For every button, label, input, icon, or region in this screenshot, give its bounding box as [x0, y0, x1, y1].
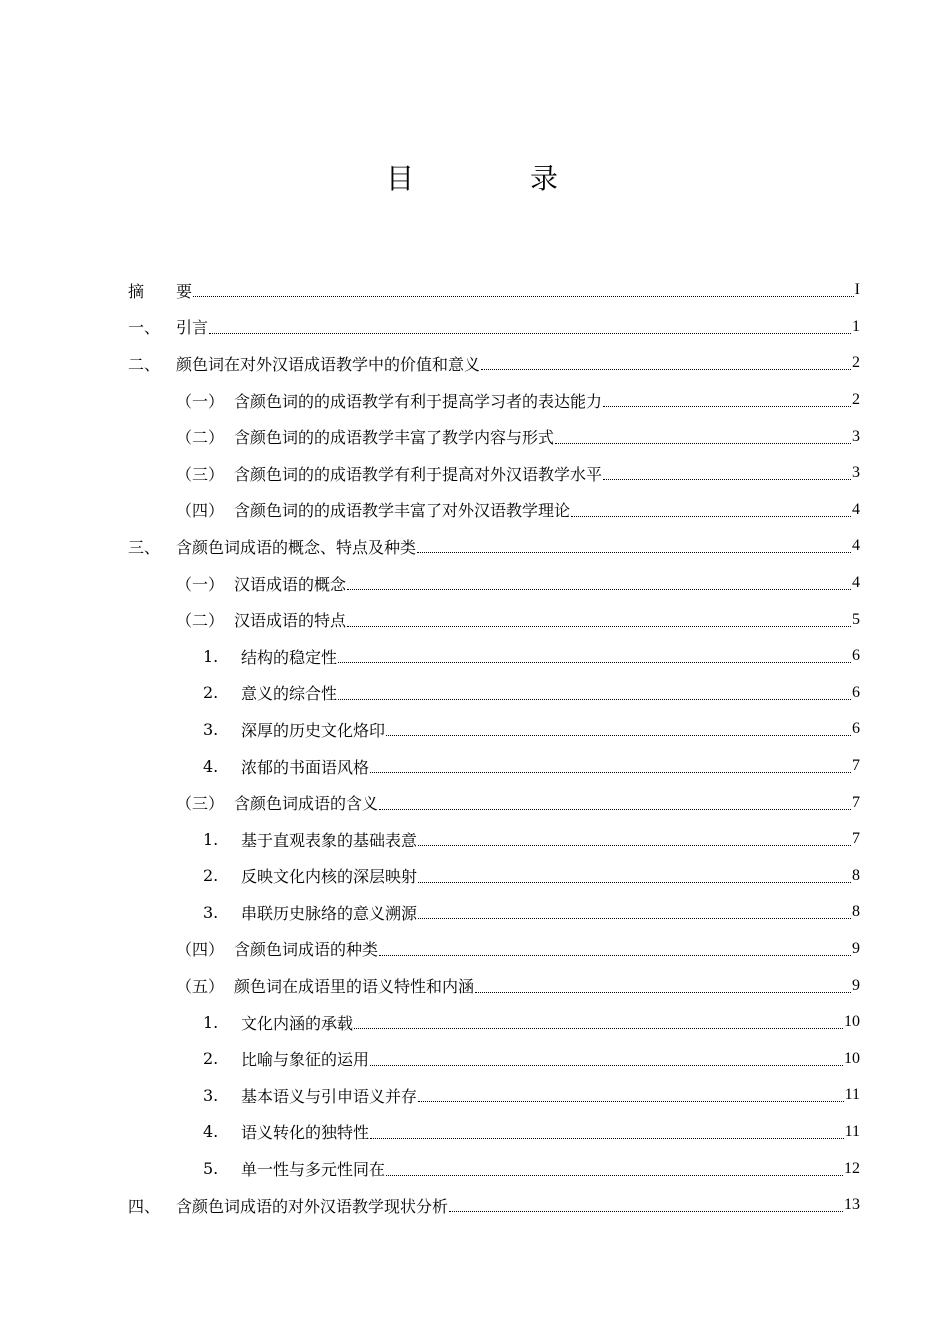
toc-entry-number: （二）	[176, 611, 225, 631]
toc-entry-page-number: 9	[852, 976, 860, 994]
toc-dot-leader	[193, 295, 854, 297]
toc-entry[interactable]	[0, 1004, 950, 1041]
toc-entry-page-number: I	[854, 281, 860, 299]
toc-entry[interactable]	[0, 858, 950, 895]
page-title: 目 录	[385, 162, 602, 195]
toc-entry-number: （一）	[176, 391, 225, 411]
toc-dot-leader	[386, 1174, 843, 1176]
toc-entry-label: 含颜色词的的成语教学有利于提高对外汉语教学水平	[234, 464, 603, 484]
toc-dot-leader	[418, 881, 851, 883]
toc-entry-label: 汉语成语的特点	[234, 611, 347, 631]
toc-dot-leader	[603, 405, 851, 407]
toc-dot-leader	[354, 1027, 843, 1029]
toc-dot-leader	[370, 771, 851, 773]
toc-entry-page-number: 13	[844, 1196, 860, 1214]
toc-entry[interactable]	[0, 492, 950, 529]
toc-entry-label: 含颜色词成语的含义	[234, 794, 379, 814]
toc-entry-label: 浓郁的书面语风格	[241, 757, 370, 777]
toc-entry-number: 三、	[128, 537, 161, 557]
toc-entry-label: 要	[176, 281, 193, 301]
toc-entry-number: 1.	[203, 1012, 219, 1032]
toc-entry-page-number: 8	[852, 903, 860, 921]
toc-entry[interactable]	[0, 565, 950, 602]
toc-entry-number: 2.	[203, 683, 219, 703]
toc-entry[interactable]	[0, 418, 950, 455]
toc-entry-label: 颜色词在对外汉语成语教学中的价值和意义	[176, 354, 481, 374]
toc-entry-label: 颜色词在成语里的语义特性和内涵	[234, 977, 475, 997]
toc-entry-page-number: 12	[844, 1159, 860, 1177]
toc-entry[interactable]	[0, 1150, 950, 1187]
toc-entry-page-number: 3	[852, 427, 860, 445]
toc-entry-page-number: 10	[844, 1013, 860, 1031]
toc-entry[interactable]	[0, 638, 950, 675]
toc-entry[interactable]	[0, 1077, 950, 1114]
toc-entry-number: 摘	[128, 281, 145, 301]
toc-entry-page-number: 5	[852, 610, 860, 628]
toc-entry-number: 二、	[128, 354, 161, 374]
toc-entry-page-number: 6	[852, 647, 860, 665]
toc-entry-label: 引言	[176, 318, 209, 338]
toc-entry-number: 5.	[203, 1159, 219, 1179]
toc-dot-leader	[418, 844, 851, 846]
toc-entry[interactable]	[0, 1114, 950, 1151]
toc-dot-leader	[386, 734, 851, 736]
toc-entry-label: 结构的稳定性	[241, 647, 338, 667]
toc-entry-page-number: 4	[852, 574, 860, 592]
toc-dot-leader	[603, 478, 851, 480]
toc-entry-number: 3.	[203, 719, 219, 739]
toc-entry-number: 2.	[203, 866, 219, 886]
toc-entry[interactable]	[0, 967, 950, 1004]
toc-entry-page-number: 2	[852, 391, 860, 409]
toc-entry-label: 含颜色词成语的概念、特点及种类	[176, 537, 417, 557]
toc-dot-leader	[379, 954, 851, 956]
toc-entry-number: （四）	[176, 940, 225, 960]
toc-entry-page-number: 11	[844, 1122, 860, 1140]
toc-entry-label: 含颜色词的的成语教学有利于提高学习者的表达能力	[234, 391, 603, 411]
toc-entry-label: 含颜色词的的成语教学丰富了教学内容与形式	[234, 428, 555, 448]
toc-entry-page-number: 10	[844, 1049, 860, 1067]
toc-entry-label: 意义的综合性	[241, 684, 338, 704]
toc-entry-label: 基于直观表象的基础表意	[241, 830, 418, 850]
toc-entry-page-number: 7	[852, 793, 860, 811]
toc-dot-leader	[347, 625, 851, 627]
toc-entry-number: 1.	[203, 829, 219, 849]
toc-dot-leader	[571, 515, 851, 517]
toc-entry-page-number: 6	[852, 720, 860, 738]
toc-entry-label: 文化内涵的承载	[241, 1013, 354, 1033]
toc-entry[interactable]	[0, 345, 950, 382]
toc-entry-label: 汉语成语的概念	[234, 574, 347, 594]
toc-entry-number: 一、	[128, 318, 161, 338]
toc-entry[interactable]	[0, 1040, 950, 1077]
toc-entry[interactable]	[0, 675, 950, 712]
toc-entry[interactable]	[0, 455, 950, 492]
toc-entry[interactable]	[0, 272, 950, 309]
table-of-contents	[0, 272, 950, 1223]
toc-entry-number: （一）	[176, 574, 225, 594]
toc-entry-number: 4.	[203, 756, 219, 776]
toc-entry-page-number: 7	[852, 757, 860, 775]
toc-entry-page-number: 8	[852, 866, 860, 884]
toc-entry-number: 四、	[128, 1196, 161, 1216]
toc-dot-leader	[417, 551, 851, 553]
toc-dot-leader	[370, 1064, 843, 1066]
toc-entry-label: 串联历史脉络的意义溯源	[241, 903, 418, 923]
toc-entry-page-number: 4	[852, 537, 860, 555]
toc-entry-number: 1.	[203, 646, 219, 666]
toc-entry-number: （三）	[176, 794, 225, 814]
toc-dot-leader	[418, 917, 851, 919]
toc-entry[interactable]	[0, 821, 950, 858]
toc-entry[interactable]	[0, 748, 950, 785]
toc-entry-label: 基本语义与引申语义并存	[241, 1086, 418, 1106]
toc-dot-leader	[475, 991, 851, 993]
toc-dot-leader	[555, 442, 851, 444]
toc-entry-page-number: 7	[852, 830, 860, 848]
toc-entry-number: （二）	[176, 428, 225, 448]
toc-entry-number: （四）	[176, 501, 225, 521]
toc-entry-label: 语义转化的独特性	[241, 1123, 370, 1143]
toc-entry[interactable]	[0, 382, 950, 419]
toc-dot-leader	[209, 332, 851, 334]
toc-entry[interactable]	[0, 711, 950, 748]
toc-entry[interactable]	[0, 784, 950, 821]
toc-dot-leader	[418, 1100, 844, 1102]
toc-entry[interactable]	[0, 931, 950, 968]
toc-dot-leader	[338, 698, 851, 700]
toc-entry-label: 含颜色词成语的种类	[234, 940, 379, 960]
toc-entry-page-number: 3	[852, 464, 860, 482]
toc-entry[interactable]	[0, 601, 950, 638]
toc-entry-label: 深厚的历史文化烙印	[241, 720, 386, 740]
toc-entry-number: （五）	[176, 977, 225, 997]
toc-entry-label: 单一性与多元性同在	[241, 1160, 386, 1180]
toc-entry[interactable]	[0, 528, 950, 565]
toc-entry[interactable]	[0, 1187, 950, 1224]
toc-entry-number: 2.	[203, 1049, 219, 1069]
toc-entry-number: 3.	[203, 1085, 219, 1105]
toc-entry[interactable]	[0, 309, 950, 346]
toc-entry-page-number: 6	[852, 683, 860, 701]
toc-dot-leader	[370, 1137, 844, 1139]
toc-entry-page-number: 4	[852, 500, 860, 518]
toc-entry-page-number: 2	[852, 354, 860, 372]
toc-dot-leader	[449, 1210, 843, 1212]
toc-entry[interactable]	[0, 894, 950, 931]
toc-entry-number: 3.	[203, 902, 219, 922]
toc-entry-label: 比喻与象征的运用	[241, 1050, 370, 1070]
toc-dot-leader	[338, 661, 851, 663]
toc-entry-number: 4.	[203, 1122, 219, 1142]
toc-entry-label: 含颜色词的的成语教学丰富了对外汉语教学理论	[234, 501, 571, 521]
toc-dot-leader	[379, 808, 851, 810]
toc-entry-label: 反映文化内核的深层映射	[241, 867, 418, 887]
toc-entry-page-number: 11	[844, 1086, 860, 1104]
toc-dot-leader	[481, 368, 851, 370]
toc-entry-page-number: 1	[852, 317, 860, 335]
toc-entry-label: 含颜色词成语的对外汉语教学现状分析	[176, 1196, 449, 1216]
toc-entry-number: （三）	[176, 464, 225, 484]
toc-dot-leader	[347, 588, 851, 590]
toc-entry-page-number: 9	[852, 939, 860, 957]
